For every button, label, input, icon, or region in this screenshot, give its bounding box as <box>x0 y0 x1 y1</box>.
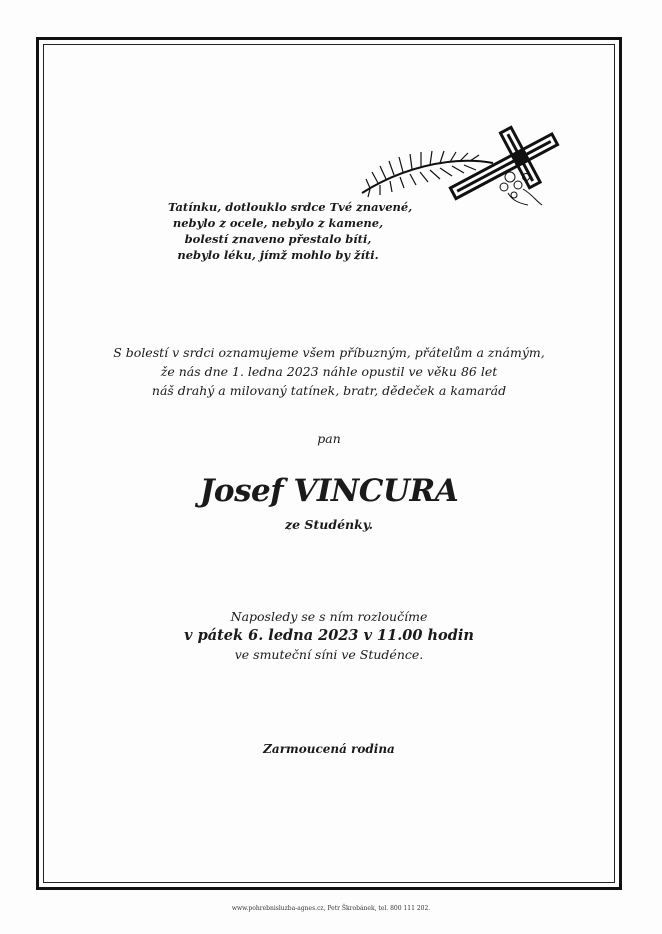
announcement-text <box>44 343 614 400</box>
announcement-line: že nás dne 1. ledna 2023 náhle opustil ve věku 86 let <box>160 364 498 379</box>
farewell-info <box>44 608 614 664</box>
cross-palm-emblem-icon <box>358 115 568 210</box>
poem-line: bolestí znaveno přestalo bíti, <box>184 232 372 246</box>
title-word: pan <box>317 431 341 446</box>
deceased-name: Josef VINCURA <box>199 473 459 509</box>
farewell-location: ve smuteční síni ve Studénce. <box>234 647 424 662</box>
announcement-line: S bolestí v srdci oznamujeme všem příbuzným, přátelům a známým, <box>113 345 545 360</box>
poem-verse <box>168 199 413 263</box>
farewell-intro: Naposledy se s ním rozloučíme <box>230 609 428 624</box>
farewell-date-time: v pátek 6. ledna 2023 v 11.00 hodin <box>184 627 474 644</box>
origin-place: ze Studénky. <box>285 517 373 532</box>
notice-content <box>44 45 614 882</box>
footer-contact: www.pohrebnisluzba-agnes.cz, Petr Škrobánek, tel. 800 111 202. <box>231 905 431 912</box>
family-signature: Zarmoucená rodina <box>263 742 395 756</box>
poem-line: Tatínku, dotlouklo srdce Tvé znavené, <box>168 200 413 214</box>
announcement-line: náš drahý a milovaný tatínek, bratr, dědeček a kamarád <box>151 383 507 398</box>
poem-line: nebylo léku, jímž mohlo by žíti. <box>177 248 379 262</box>
poem-line: nebylo z ocele, nebylo z kamene, <box>172 216 384 230</box>
